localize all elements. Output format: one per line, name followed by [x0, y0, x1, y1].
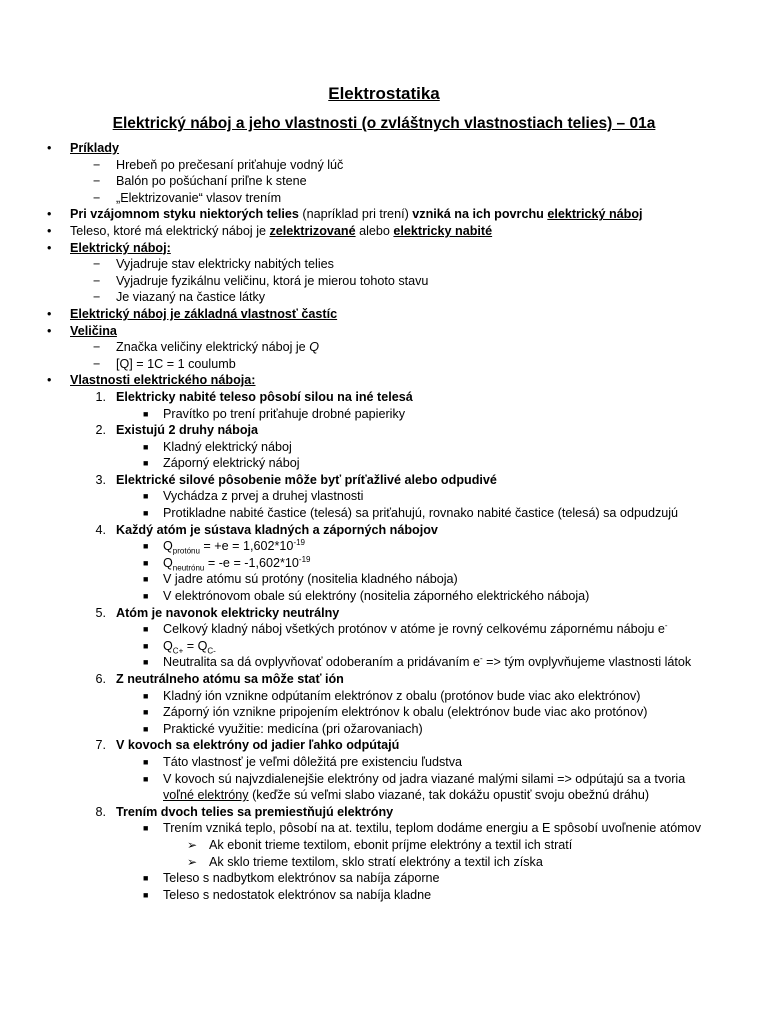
square-bullet-icon: ■ — [143, 723, 149, 734]
heading-zakladna-vlastnost: Elektrický náboj je základná vlastnosť častíc — [70, 306, 338, 321]
square-bullet-icon: ■ — [143, 707, 149, 718]
item-number: 1. — [95, 389, 106, 404]
list-text: Atóm je navonok elektricky neutrálny — [116, 605, 340, 620]
arrow-bullet-icon: ➢ — [187, 837, 198, 852]
text-normal: = +e = 1,602*10 — [199, 539, 294, 554]
list-text: Trením vzniká teplo, pôsobí na at. textilu, teplom dodáme energiu a E spôsobí uvoľnenie atómov — [163, 821, 702, 836]
list-item — [0, 555, 768, 572]
list-item — [0, 223, 768, 240]
subscript: C+ — [172, 646, 184, 656]
list-item — [0, 754, 768, 771]
subscript: neutrónu — [172, 563, 205, 573]
list-text: Trením dvoch telies sa premiestňujú elektróny — [116, 804, 394, 819]
numbered-item — [0, 472, 768, 489]
square-bullet-icon: ■ — [143, 624, 149, 635]
list-text — [163, 787, 649, 804]
list-item — [0, 206, 768, 223]
heading-priklady: Príklady — [70, 141, 120, 155]
arrow-bullet-icon: ➢ — [187, 854, 198, 869]
square-bullet-icon: ■ — [143, 873, 149, 884]
list-text: Pravítko po trení priťahuje drobné papieriky — [163, 406, 406, 421]
item-number: 3. — [95, 472, 106, 487]
dash-icon: − — [93, 290, 101, 305]
list-text: Vyjadruje fyzikálnu veličinu, ktorá je mierou tohoto stavu — [116, 273, 429, 288]
list-text: Ak ebonit trieme textilom, ebonit príjme elektróny a textil ich stratí — [209, 837, 573, 852]
text-normal: = -e = -1,602*10 — [204, 555, 299, 570]
square-bullet-icon: ■ — [143, 657, 149, 668]
list-text: Každý atóm je sústava kladných a záporných nábojov — [116, 522, 438, 537]
dash-icon: − — [93, 257, 101, 272]
list-text — [163, 621, 668, 638]
square-bullet-icon: ■ — [143, 458, 149, 469]
square-bullet-icon: ■ — [143, 491, 149, 502]
list-item — [0, 704, 768, 721]
list-text: Hrebeň po prečesaní priťahuje vodný lúč — [116, 157, 344, 172]
superscript: - — [664, 621, 668, 631]
item-number: 8. — [95, 804, 106, 819]
square-bullet-icon: ■ — [143, 823, 149, 834]
item-number: 6. — [95, 672, 106, 686]
bullet-icon: • — [47, 141, 52, 155]
list-item — [0, 588, 768, 605]
list-item — [0, 870, 768, 887]
dash-icon: − — [93, 356, 101, 371]
text-normal: Celkový kladný náboj všetkých protónov v atóme je rovný celkovému zápornému náboju e — [163, 622, 665, 637]
square-bullet-icon: ■ — [143, 574, 149, 585]
text-normal: Q — [163, 555, 173, 570]
list-text: V elektrónovom obale sú elektróny (nositelia záporného elektrického náboja) — [163, 589, 590, 604]
text-normal: alebo — [355, 223, 394, 238]
list-item — [0, 306, 768, 323]
list-text: Táto vlastnosť je veľmi dôležitá pre existenciu ľudstva — [163, 754, 463, 769]
square-bullet-icon: ■ — [143, 508, 149, 519]
numbered-item — [0, 422, 768, 439]
document-body — [0, 140, 768, 903]
superscript: - — [479, 654, 483, 664]
list-item — [0, 173, 768, 190]
list-text: Je viazaný na častice látky — [116, 290, 266, 305]
square-bullet-icon: ■ — [143, 591, 149, 602]
list-item — [0, 571, 768, 588]
list-item — [0, 455, 768, 472]
list-item — [0, 721, 768, 738]
dash-icon: − — [93, 190, 101, 205]
square-bullet-icon: ■ — [143, 889, 149, 900]
list-text: Záporný elektrický náboj — [163, 456, 300, 471]
page-subtitle: Elektrický náboj a jeho vlastnosti (o zvláštnych vlastnostiach telies) – 01a — [112, 115, 656, 132]
square-bullet-icon: ■ — [143, 441, 149, 452]
list-item — [0, 621, 768, 638]
list-text: Balón po pošúchaní priľne k stene — [116, 174, 307, 189]
text-normal: => tým ovplyvňujeme vlastnosti látok — [482, 655, 692, 670]
list-text — [116, 339, 319, 356]
text-normal: (napríklad pri trení) — [298, 207, 413, 222]
list-item — [0, 854, 768, 871]
numbered-item — [0, 671, 768, 688]
square-bullet-icon: ■ — [143, 690, 149, 701]
list-item — [0, 654, 768, 671]
text-normal: Q — [163, 539, 173, 554]
list-text: Ak sklo trieme textilom, sklo stratí elektróny a textil ich získa — [209, 854, 543, 869]
list-text — [163, 538, 305, 555]
bullet-icon: • — [47, 207, 52, 222]
list-item — [0, 820, 768, 837]
square-bullet-icon: ■ — [143, 756, 149, 767]
list-text: [Q] = 1C = 1 coulumb — [116, 356, 236, 371]
bullet-icon: • — [47, 323, 52, 338]
subscript: protónu — [172, 546, 200, 556]
text-bold-underline: elektrický náboj — [547, 207, 643, 222]
dash-icon: − — [93, 340, 101, 355]
dash-icon: − — [93, 157, 101, 172]
list-text: Vychádza z prvej a druhej vlastnosti — [163, 489, 364, 504]
list-item — [0, 406, 768, 423]
list-text: Existujú 2 druhy náboja — [116, 423, 259, 438]
numbered-item — [0, 605, 768, 622]
list-text — [163, 555, 310, 572]
heading-elektricky-naboj: Elektrický náboj: — [70, 240, 171, 255]
bullet-icon: • — [47, 373, 52, 388]
text-normal: = Q — [183, 638, 208, 653]
list-text: Elektrické silové pôsobenie môže byť príťažlivé alebo odpudivé — [116, 472, 497, 487]
bullet-icon: • — [47, 306, 52, 321]
list-item — [0, 837, 768, 854]
list-item — [0, 323, 768, 340]
list-item — [0, 439, 768, 456]
item-number: 7. — [95, 738, 106, 753]
text-normal: Značka veličiny elektrický náboj je — [116, 340, 310, 355]
numbered-item — [0, 804, 768, 821]
text-bold: vzniká na ich povrchu — [412, 207, 548, 222]
list-item — [0, 273, 768, 290]
list-item — [0, 356, 768, 373]
text-bold-underline: elektricky nabité — [393, 223, 493, 238]
list-text — [70, 206, 643, 223]
list-item — [0, 688, 768, 705]
square-bullet-icon: ■ — [143, 773, 149, 784]
text-underline: voľné elektróny — [163, 788, 249, 803]
text-normal: Q — [163, 638, 173, 653]
dash-icon: − — [93, 174, 101, 189]
list-item — [0, 157, 768, 174]
list-text: Praktické využitie: medicína (pri ožarovaniach) — [163, 721, 423, 736]
list-text — [70, 223, 492, 240]
square-bullet-icon: ■ — [143, 640, 149, 651]
square-bullet-icon: ■ — [143, 557, 149, 568]
list-text: V kovoch sú najvzdialenejšie elektróny od jadra viazané malými silami => odpútajú sa a tvoria — [163, 771, 686, 786]
list-item — [0, 638, 768, 655]
numbered-item — [0, 737, 768, 754]
item-number: 4. — [95, 522, 106, 537]
list-text — [163, 654, 691, 671]
item-number: 5. — [95, 605, 106, 620]
dash-icon: − — [93, 273, 101, 288]
item-number: 2. — [95, 423, 106, 438]
list-text: Vyjadruje stav elektricky nabitých telies — [116, 257, 334, 272]
list-text: V jadre atómu sú protóny (nositelia kladného náboja) — [163, 572, 458, 587]
list-item — [0, 140, 768, 157]
list-item — [0, 887, 768, 904]
list-text: „Elektrizovanie“ vlasov trením — [116, 190, 282, 205]
square-bullet-icon: ■ — [143, 541, 149, 552]
text-italic: Q — [309, 340, 319, 355]
list-text: Protikladne nabité častice (telesá) sa priťahujú, rovnako nabité častice (telesá) sa odpudzujú — [163, 506, 679, 521]
list-text: V kovoch sa elektróny od jadier ľahko odpútajú — [116, 738, 400, 753]
bullet-icon: • — [47, 223, 52, 238]
list-text — [163, 638, 216, 655]
text-normal: (keďže sú veľmi slabo viazané, tak dokážu opustiť svoju obežnú dráhu) — [248, 788, 650, 803]
superscript: -19 — [293, 538, 305, 548]
list-text: Z neutrálneho atómu sa môže stať ión — [116, 672, 344, 686]
list-item — [0, 505, 768, 522]
subscript: C- — [207, 646, 216, 656]
text-bold-underline: zelektrizované — [269, 223, 356, 238]
numbered-item — [0, 389, 768, 406]
list-text: Teleso s nadbytkom elektrónov sa nabíja záporne — [163, 871, 440, 886]
heading-velicina: Veličina — [70, 323, 117, 338]
square-bullet-icon: ■ — [143, 408, 149, 419]
list-item — [0, 538, 768, 555]
list-item — [0, 339, 768, 356]
numbered-item — [0, 522, 768, 539]
text-normal: Neutralita sa dá ovplyvňovať odoberaním a pridávaním e — [163, 655, 480, 670]
list-item — [0, 190, 768, 207]
list-item — [0, 256, 768, 273]
text-normal: Teleso, ktoré má elektrický náboj je — [70, 223, 270, 238]
list-item — [0, 771, 768, 788]
list-text: Záporný ión vznikne pripojením elektrónov k obalu (elektrónov bude viac ako protónov) — [163, 705, 648, 720]
bullet-icon: • — [47, 240, 52, 255]
list-item-continuation — [0, 787, 768, 804]
list-item — [0, 289, 768, 306]
page-title: Elektrostatika — [328, 84, 440, 103]
list-item — [0, 488, 768, 505]
list-item — [0, 372, 768, 389]
list-text: Elektricky nabité teleso pôsobí silou na iné telesá — [116, 389, 413, 404]
superscript: -19 — [298, 554, 311, 564]
text-bold: Pri vzájomnom styku niektorých telies — [70, 207, 299, 222]
list-text: Kladný ión vznikne odpútaním elektrónov z obalu (protónov bude viac ako elektrónov) — [163, 688, 641, 703]
list-text: Kladný elektrický náboj — [163, 439, 292, 454]
heading-vlastnosti: Vlastnosti elektrického náboja: — [70, 373, 256, 388]
list-item — [0, 240, 768, 257]
list-text: Teleso s nedostatok elektrónov sa nabíja kladne — [163, 887, 432, 902]
